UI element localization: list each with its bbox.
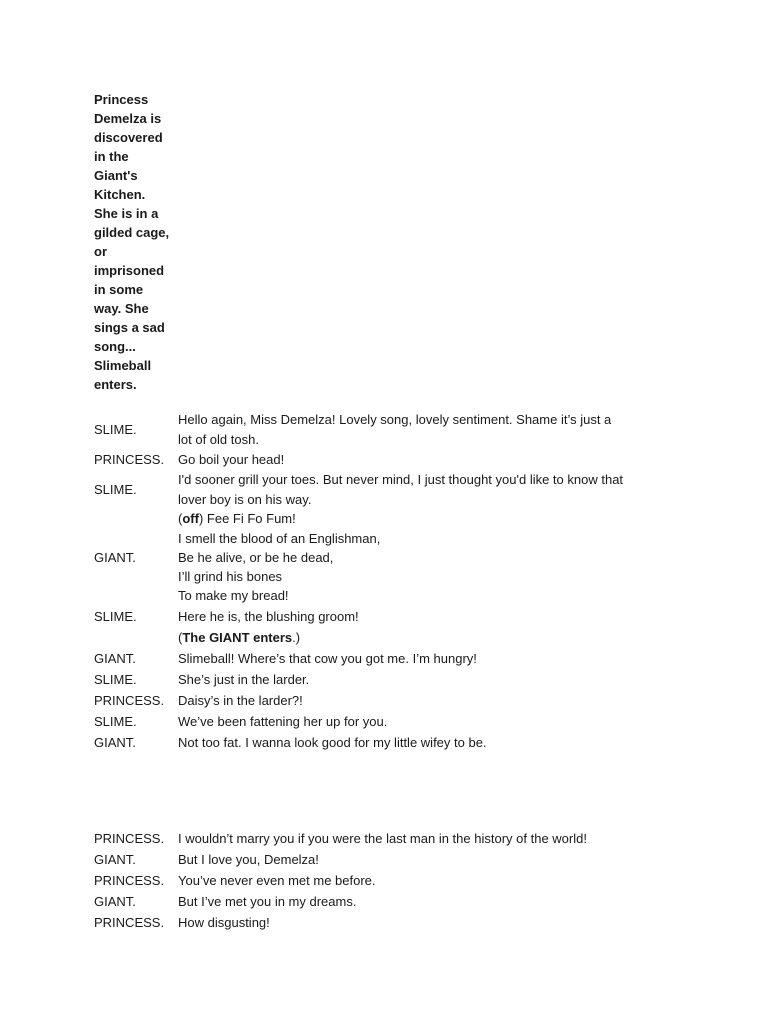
dialogue-line-with-direction (178, 509, 694, 528)
stage-direction-line: Princess (94, 92, 149, 107)
dialogue-line: I'd sooner grill your toes. But never mind, I just thought you'd like to know that (178, 472, 624, 488)
dialogue-line: To make my bread! (178, 588, 289, 604)
stage-direction-row (94, 627, 694, 648)
speaker-name: PRINCESS. (94, 693, 165, 708)
stage-direction-text: The GIANT enters (182, 629, 293, 645)
dialogue-line: Go boil your head! (178, 451, 285, 467)
stage-direction-line: Demelza is (94, 111, 162, 126)
paren: ( (178, 629, 183, 645)
dialogue-row (94, 669, 694, 690)
paren: ( (178, 511, 183, 527)
dialogue-line: Here he is, the blushing groom! (178, 608, 359, 624)
dialogue-row (94, 849, 694, 870)
stage-direction-line: Slimeball (94, 358, 152, 373)
dialogue-row (94, 648, 694, 669)
dialogue-block-1 (94, 410, 694, 753)
dialogue-row (94, 449, 694, 470)
stage-direction-line: gilded cage, (94, 225, 170, 240)
dialogue-row (94, 606, 694, 627)
dialogue-line: She’s just in the larder. (178, 671, 310, 687)
stage-direction-line: discovered (94, 130, 163, 145)
speaker-name: SLIME. (94, 482, 137, 497)
opening-stage-direction (94, 90, 184, 394)
dialogue-row (94, 891, 694, 912)
dialogue-row (94, 690, 694, 711)
offstage-direction: off (182, 511, 199, 527)
stage-direction-line: in the (94, 149, 129, 164)
dialogue-row (94, 870, 694, 891)
speaker-name: SLIME. (94, 609, 137, 624)
stage-direction-line: or (94, 244, 107, 259)
stage-direction-line: song... (94, 339, 136, 354)
dialogue-line: Daisy’s in the larder?! (178, 692, 303, 708)
dialogue-line: I’ll grind his bones (178, 569, 283, 585)
stage-direction-line: enters. (94, 377, 137, 392)
dialogue-line: I smell the blood of an Englishman, (178, 530, 381, 546)
speaker-name: GIANT. (94, 852, 136, 867)
dialogue-line: But I love you, Demelza! (178, 851, 319, 867)
dialogue-row (94, 711, 694, 732)
speaker-name: GIANT. (94, 550, 136, 565)
dialogue-line: I wouldn’t marry you if you were the last man in the history of the world! (178, 830, 587, 846)
speaker-name: GIANT. (94, 735, 136, 750)
speaker-name: PRINCESS. (94, 831, 165, 846)
dialogue-row (94, 732, 694, 753)
dialogue-line: We’ve been fattening her up for you. (178, 713, 388, 729)
stage-direction (178, 628, 694, 647)
speaker-name: PRINCESS. (94, 915, 165, 930)
speaker-name: GIANT. (94, 651, 136, 666)
dialogue-line: You’ve never even met me before. (178, 872, 376, 888)
dialogue-row (94, 470, 694, 509)
stage-direction-line: She is in a (94, 206, 159, 221)
dialogue-row (94, 912, 694, 933)
dialogue-row (94, 509, 694, 606)
speaker-name: SLIME. (94, 672, 137, 687)
stage-direction-line: in some (94, 282, 144, 297)
dialogue-row (94, 828, 694, 849)
speaker-name: PRINCESS. (94, 452, 165, 467)
dialogue-line: Not too fat. I wanna look good for my little wifey to be. (178, 734, 487, 750)
speaker-name: SLIME. (94, 714, 137, 729)
speaker-name: PRINCESS. (94, 873, 165, 888)
stage-direction-line: way. She (94, 301, 149, 316)
dialogue-line: But I’ve met you in my dreams. (178, 893, 357, 909)
dialogue-text: ) Fee Fi Fo Fum! (198, 511, 296, 527)
stage-direction-line: Giant's (94, 168, 138, 183)
speaker-name: SLIME. (94, 422, 137, 437)
dialogue-line: How disgusting! (178, 914, 270, 930)
dialogue-block-2 (94, 828, 694, 933)
stage-direction-line: Kitchen. (94, 187, 146, 202)
dialogue-line: Slimeball! Where’s that cow you got me. I’m hungry! (178, 650, 477, 666)
dialogue-line: Be he alive, or be he dead, (178, 549, 334, 565)
dialogue-line: Hello again, Miss Demelza! Lovely song, lovely sentiment. Shame it’s just a (178, 412, 612, 428)
stage-direction-line: sings a sad (94, 320, 165, 335)
paren: .) (292, 629, 301, 645)
dialogue-row (94, 410, 694, 449)
dialogue-line: lot of old tosh. (178, 431, 259, 447)
speaker-name: GIANT. (94, 894, 136, 909)
dialogue-line: lover boy is on his way. (178, 491, 312, 507)
stage-direction-line: imprisoned (94, 263, 165, 278)
